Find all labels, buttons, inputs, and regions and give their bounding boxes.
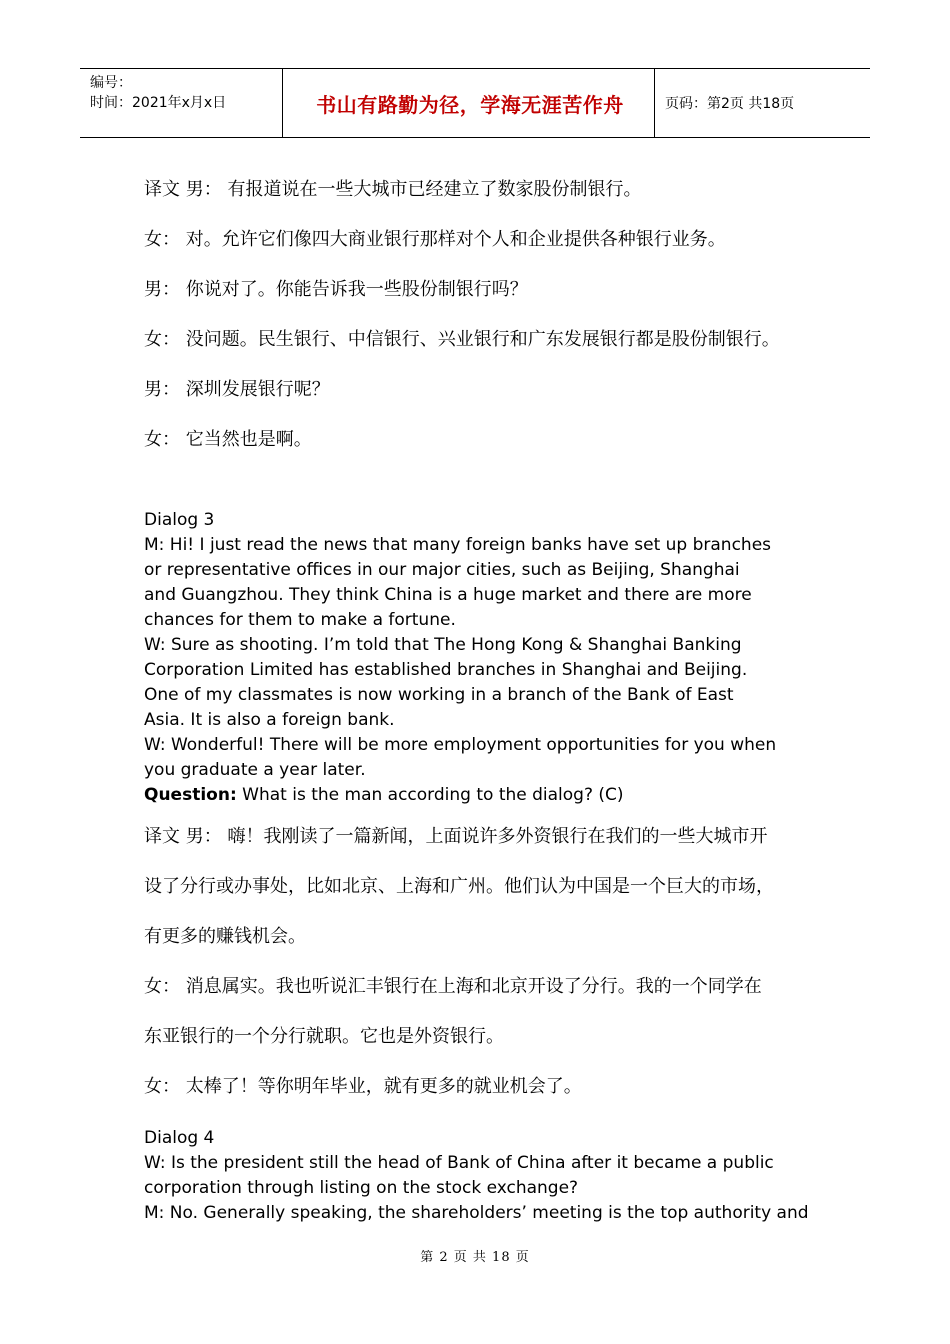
- dialog-line: Asia. It is also a foreign bank.: [144, 710, 395, 730]
- question-label: Question:: [144, 785, 237, 805]
- dialog-line: and Guangzhou. They think China is a huge market and there are more: [144, 585, 752, 605]
- document-body: [144, 165, 824, 1226]
- dialog-line: you graduate a year later.: [144, 760, 366, 780]
- translation-line: 女： 太棒了！等你明年毕业，就有更多的就业机会了。: [144, 1076, 582, 1097]
- dialog-line: Corporation Limited has established branches in Shanghai and Beijing.: [144, 660, 748, 680]
- translation-line: 女： 没问题。民生银行、中信银行、兴业银行和广东发展银行都是股份制银行。: [144, 329, 780, 350]
- translation-line: 男： 你说对了。你能告诉我一些股份制银行吗？: [144, 279, 528, 300]
- translation-line: 有更多的赚钱机会。: [144, 926, 306, 947]
- dialog-line: One of my classmates is now working in a branch of the Bank of East: [144, 685, 734, 705]
- translation-line: 女： 对。允许它们像四大商业银行那样对个人和企业提供各种银行业务。: [144, 229, 726, 250]
- dialog-line: M: Hi! I just read the news that many foreign banks have set up branches: [144, 535, 772, 555]
- dialog-line: W: Is the president still the head of Bank of China after it became a public: [144, 1153, 774, 1173]
- dialog4-text: [144, 1151, 824, 1226]
- dialog4-title: Dialog 4: [144, 1128, 215, 1148]
- translation-line: 女： 消息属实。我也听说汇丰银行在上海和北京开设了分行。我的一个同学在: [144, 976, 762, 997]
- dialog3-translation: [144, 812, 824, 1112]
- dialog3-text: [144, 533, 824, 808]
- page-footer: 第 2 页 共 18 页: [420, 1250, 530, 1265]
- dialog-line: chances for them to make a fortune.: [144, 610, 456, 630]
- translation-line: 译文 男： 有报道说在一些大城市已经建立了数家股份制银行。: [144, 179, 642, 200]
- translation-line: 译文 男： 嗨！我刚读了一篇新闻，上面说许多外资银行在我们的一些大城市开: [144, 826, 768, 847]
- header-page-info: 页码：第2页 共18页: [665, 96, 795, 112]
- dialog-line: W: Wonderful! There will be more employment opportunities for you when: [144, 735, 777, 755]
- header-motto: 书山有路勤为径，学海无涯苦作舟: [316, 92, 624, 117]
- dialog-line: M: No. Generally speaking, the shareholders’ meeting is the top authority and: [144, 1203, 809, 1223]
- question-text: What is the man according to the dialog? (C): [236, 785, 624, 805]
- header-divider: [282, 69, 283, 137]
- page-header: [80, 68, 870, 138]
- header-left-cell: [90, 73, 226, 113]
- question-line: [144, 783, 824, 808]
- translation-line: 设了分行或办事处，比如北京、上海和广州。他们认为中国是一个巨大的市场，: [144, 876, 774, 897]
- header-divider: [654, 69, 655, 137]
- translation-line: 女： 它当然也是啊。: [144, 429, 312, 450]
- serial-label: 编号：: [90, 75, 132, 91]
- translation-line: 东亚银行的一个分行就职。它也是外资银行。: [144, 1026, 504, 1047]
- dialog-line: or representative offices in our major cities, such as Beijing, Shanghai: [144, 560, 740, 580]
- section1-translation: [144, 165, 824, 465]
- dialog-line: corporation through listing on the stock exchange?: [144, 1178, 579, 1198]
- dialog-line: W: Sure as shooting. I’m told that The Hong Kong & Shanghai Banking: [144, 635, 742, 655]
- dialog3-title: Dialog 3: [144, 510, 215, 530]
- translation-line: 男： 深圳发展银行呢？: [144, 379, 330, 400]
- date-line: 时间：2021年x月x日: [90, 95, 227, 111]
